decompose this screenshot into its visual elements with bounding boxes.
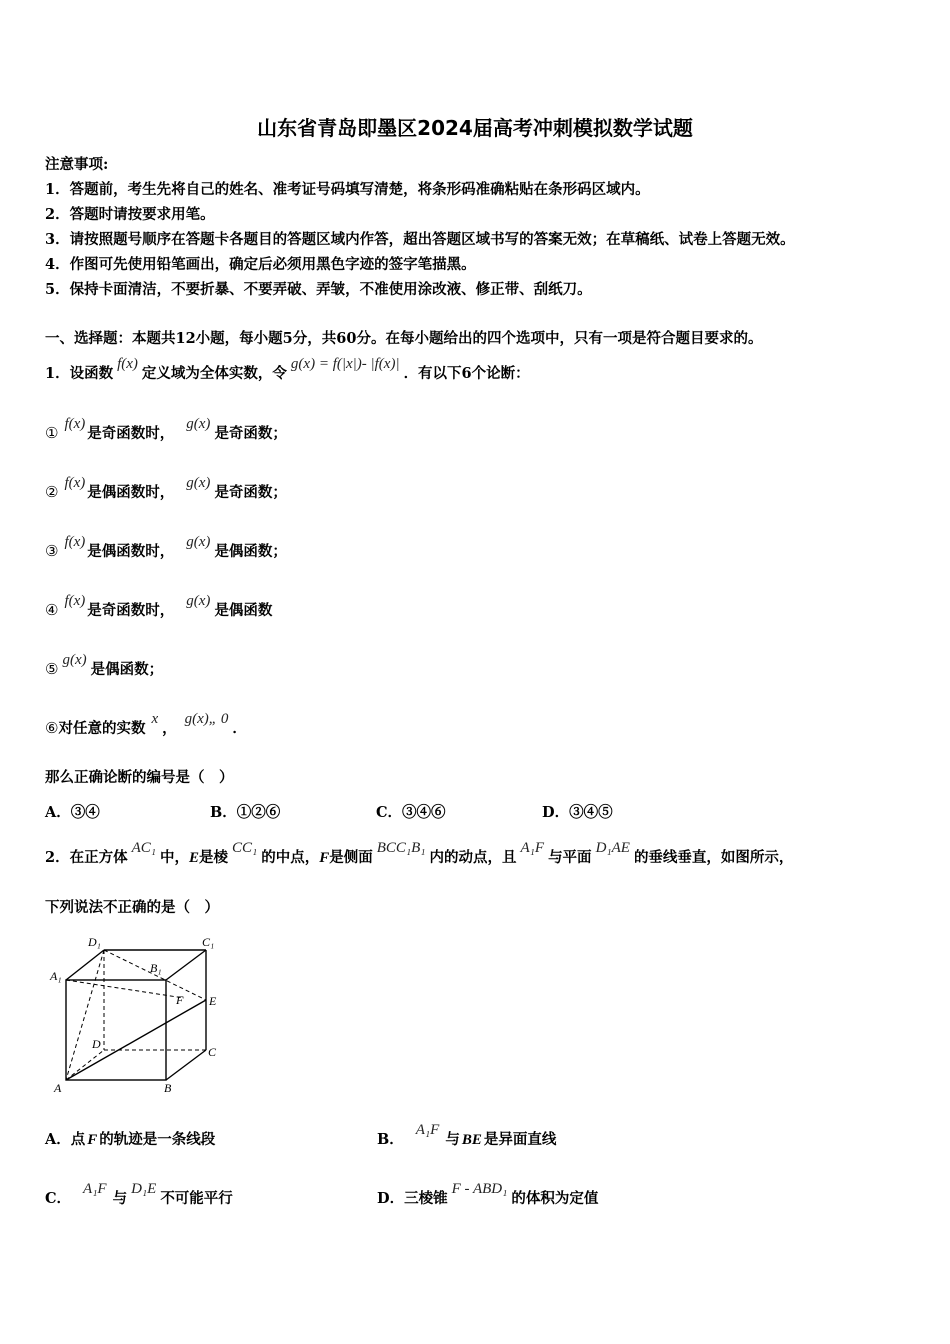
claim-number: ③ [45, 542, 59, 560]
page-title: 山东省青岛即墨区2024届高考冲刺模拟数学试题 [257, 116, 693, 140]
claim-number: ④ [45, 601, 59, 619]
q1-option-d[interactable]: D．③④⑤ [542, 804, 613, 821]
label-f: F [176, 993, 184, 1007]
claim-number: ⑥ [45, 719, 59, 737]
label-a1: A₁ [50, 969, 62, 983]
q1-math-fx: f(x) [117, 356, 138, 372]
notice-item-4: 4．作图可先使用铅笔画出，确定后必须用黑色字迹的签字笔描黑。 [45, 256, 476, 273]
claim-text: 是偶函数； [90, 661, 164, 678]
q1-stem [45, 356, 530, 383]
notice-item-5: 5．保持卡面清洁，不要折暴、不要弄破、弄皱，不准使用涂改液、修正带、刮纸刀。 [45, 281, 592, 298]
q2-math: A₁F [520, 840, 545, 856]
label-b: B [164, 1081, 172, 1095]
q2-text: 2．在正方体 [45, 849, 128, 866]
option-text: 与 [112, 1190, 128, 1207]
option-text: 与 [445, 1131, 460, 1148]
claim-math: f(x) [64, 416, 86, 432]
claim-6 [45, 711, 247, 738]
q2-option-c[interactable] [45, 1181, 233, 1208]
notice-heading: 注意事项: [45, 156, 109, 173]
q2-option-d[interactable] [377, 1181, 599, 1208]
q1-math-gx-def: g(x) = f(|x|)- |f(x)| [290, 356, 400, 372]
claim-text: 是奇函数； [214, 425, 287, 442]
q2-text: 的垂线垂直，如图所示， [633, 849, 794, 866]
q2-option-a[interactable] [45, 1128, 215, 1149]
q2-math: F [319, 850, 330, 866]
cube-figure [44, 932, 234, 1097]
q2-text: 中， [159, 849, 189, 866]
claim-text: ． [232, 720, 247, 737]
section-heading: 一、选择题：本题共12小题，每小题5分，共60分。在每小题给出的四个选项中，只有一项是符合题目要求的。 [45, 330, 763, 347]
option-text: D．三棱锥 [377, 1190, 448, 1207]
option-math: F [87, 1132, 98, 1148]
claim-text: 是奇函数； [214, 484, 287, 501]
notice-item-3: 3．请按照题号顺序在答题卡各题目的答题区域内作答，超出答题区域书写的答案无效；在草稿纸、试卷上答题无效。 [45, 231, 795, 248]
claim-text: 是奇函数时， [87, 425, 175, 442]
option-text: 的体积为定值 [511, 1190, 599, 1207]
label-b1: B₁ [150, 961, 162, 975]
option-math: BE [461, 1132, 482, 1148]
option-math: F - ABD₁ [451, 1181, 508, 1197]
label-d: D [92, 1037, 101, 1051]
option-text: 不可能平行 [160, 1190, 233, 1207]
option-math: D₁E [131, 1181, 157, 1197]
q2-text: 是棱 [199, 849, 228, 866]
q2-math: BCC₁B₁ [376, 840, 426, 856]
claim-text: 是偶函数时， [87, 484, 175, 501]
option-text: C． [45, 1190, 72, 1207]
q1-option-a[interactable]: A．③④ [45, 804, 100, 821]
q2-text: 的中点， [261, 849, 320, 866]
q2-text: 与平面 [548, 849, 592, 866]
label-a: A [54, 1081, 62, 1095]
claim-text: ， [162, 720, 177, 737]
claim-math: g(x) [62, 652, 87, 668]
q2-math: AC₁ [131, 840, 156, 856]
claim-math: x [151, 711, 159, 727]
q1-text-1: 1．设函数 [45, 365, 114, 382]
q1-text-3: ．有以下6个论断： [403, 365, 530, 382]
claim-math: g(x)„ 0 [184, 711, 229, 727]
option-text: B． [377, 1131, 404, 1148]
label-e: E [209, 994, 217, 1008]
q1-option-c[interactable]: C．③④⑥ [376, 804, 446, 821]
claim-number: ② [45, 483, 59, 501]
q2-math: E [188, 850, 199, 866]
claim-text: 是奇函数时， [87, 602, 175, 619]
claim-text: 是偶函数 [214, 602, 273, 619]
q2-stem [45, 840, 794, 867]
q1-text-2: 定义域为全体实数，令 [141, 365, 287, 382]
claim-text: 对任意的实数 [58, 720, 146, 737]
claim-math: g(x) [186, 534, 211, 550]
claim-2 [45, 475, 287, 502]
label-d1: D₁ [88, 935, 101, 949]
q2-line2: 下列说法不正确的是（ ） [45, 899, 219, 916]
claim-3 [45, 534, 287, 561]
claim-4 [45, 593, 273, 620]
option-math: A₁F [415, 1122, 440, 1138]
claim-math: f(x) [64, 534, 86, 550]
claim-math: g(x) [186, 593, 211, 609]
claim-math: f(x) [64, 593, 86, 609]
claim-math: g(x) [186, 475, 211, 491]
claim-math: g(x) [186, 416, 211, 432]
q2-math: CC₁ [232, 840, 258, 856]
notice-item-2: 2．答题时请按要求用笔。 [45, 206, 215, 223]
notice-item-1: 1．答题前，考生先将自己的姓名、准考证号码填写清楚，将条形码准确粘贴在条形码区域内。 [45, 181, 650, 198]
q2-option-b[interactable] [377, 1122, 557, 1149]
claim-text: 是偶函数时， [87, 543, 175, 560]
label-c1: C₁ [202, 935, 215, 949]
claim-1 [45, 416, 287, 443]
claim-number: ⑤ [45, 660, 59, 678]
claim-number: ① [45, 424, 59, 442]
claim-text: 是偶函数； [214, 543, 287, 560]
option-text: 是异面直线 [483, 1131, 557, 1148]
claim-5 [45, 652, 164, 679]
label-c: C [208, 1045, 217, 1059]
option-text: A．点 [45, 1131, 86, 1148]
option-math: A₁F [83, 1181, 107, 1197]
q2-text: 内的动点，且 [429, 849, 517, 866]
option-text: 的轨迹是一条线段 [99, 1131, 216, 1148]
q1-option-b[interactable]: B．①②⑥ [210, 804, 281, 821]
q1-ask: 那么正确论断的编号是（ ） [45, 769, 234, 786]
q2-text: 是侧面 [329, 849, 373, 866]
q2-math: D₁AE [595, 840, 630, 856]
claim-math: f(x) [64, 475, 86, 491]
